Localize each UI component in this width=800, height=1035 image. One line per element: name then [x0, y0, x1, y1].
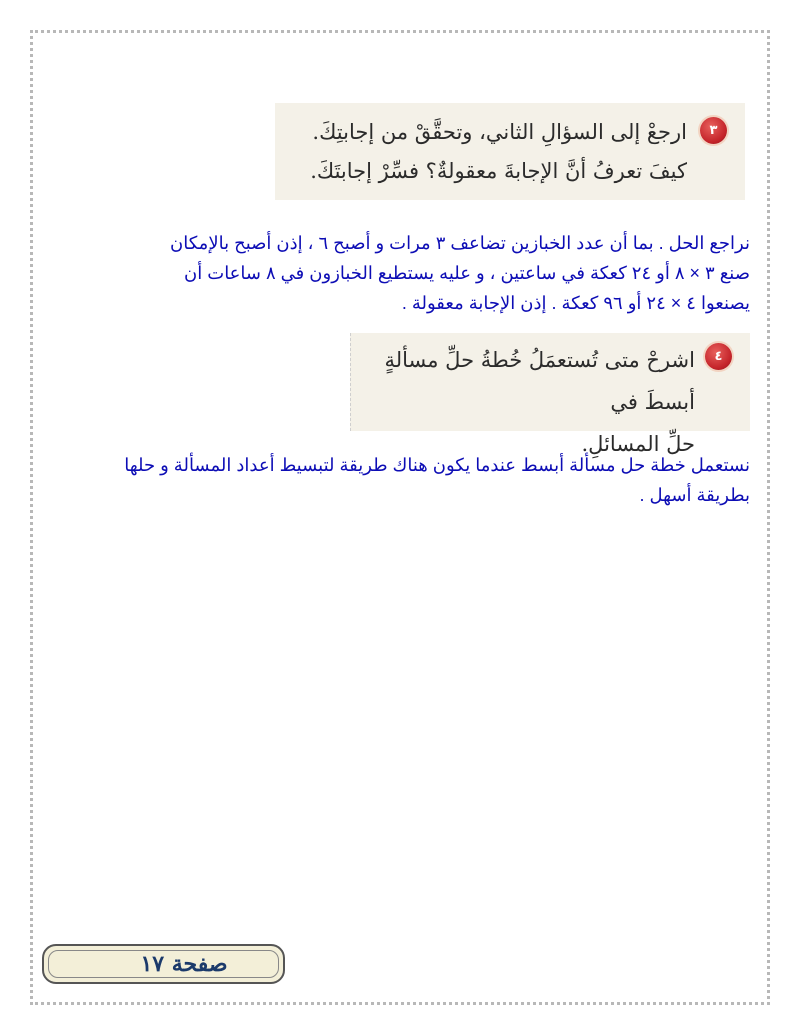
page-number-label: صفحة ١٧ [140, 951, 228, 977]
answer-3 [50, 228, 750, 318]
page-number-box [42, 944, 285, 984]
question-number-badge: ٤ [705, 343, 732, 370]
question-4-box [350, 333, 750, 456]
answer-4-line-1: نستعمل خطة حل مسألة أبسط عندما يكون هناك طريقة لتبسيط أعداد المسألة و حلها [124, 455, 750, 475]
question-number-badge: ٣ [700, 117, 727, 144]
answer-3-line-2: صنع ٣ × ٨ أو ٢٤ كعكة في ساعتين ، و عليه يستطيع الخبازون في ٨ ساعات أن [184, 263, 750, 283]
answer-4-line-2: بطريقة أسهل . [639, 485, 750, 505]
question-3-line-2: كيفَ تعرفُ أنَّ الإجابةَ معقولةٌ؟ فسِّرْ إجابتَكَ. [310, 159, 687, 183]
answer-3-line-1: نراجع الحل . بما أن عدد الخبازين تضاعف ٣ مرات و أصبح ٦ ، إذن أصبح بالإمكان [170, 233, 750, 253]
question-3-box [275, 103, 745, 200]
question-4-line-2: حلِّ المسائلِ. [581, 432, 695, 456]
question-4-line-1: اشرحْ متى تُستعمَلُ خُطةُ حلِّ مسألةٍ أبسطَ في [384, 348, 695, 414]
answer-3-line-3: يصنعوا ٤ × ٢٤ أو ٩٦ كعكة . إذن الإجابة معقولة . [401, 293, 750, 313]
answer-4 [50, 450, 750, 510]
question-3-line-1: ارجعْ إلى السؤالِ الثاني، وتحقَّقْ من إجابتِكَ. [312, 120, 687, 144]
